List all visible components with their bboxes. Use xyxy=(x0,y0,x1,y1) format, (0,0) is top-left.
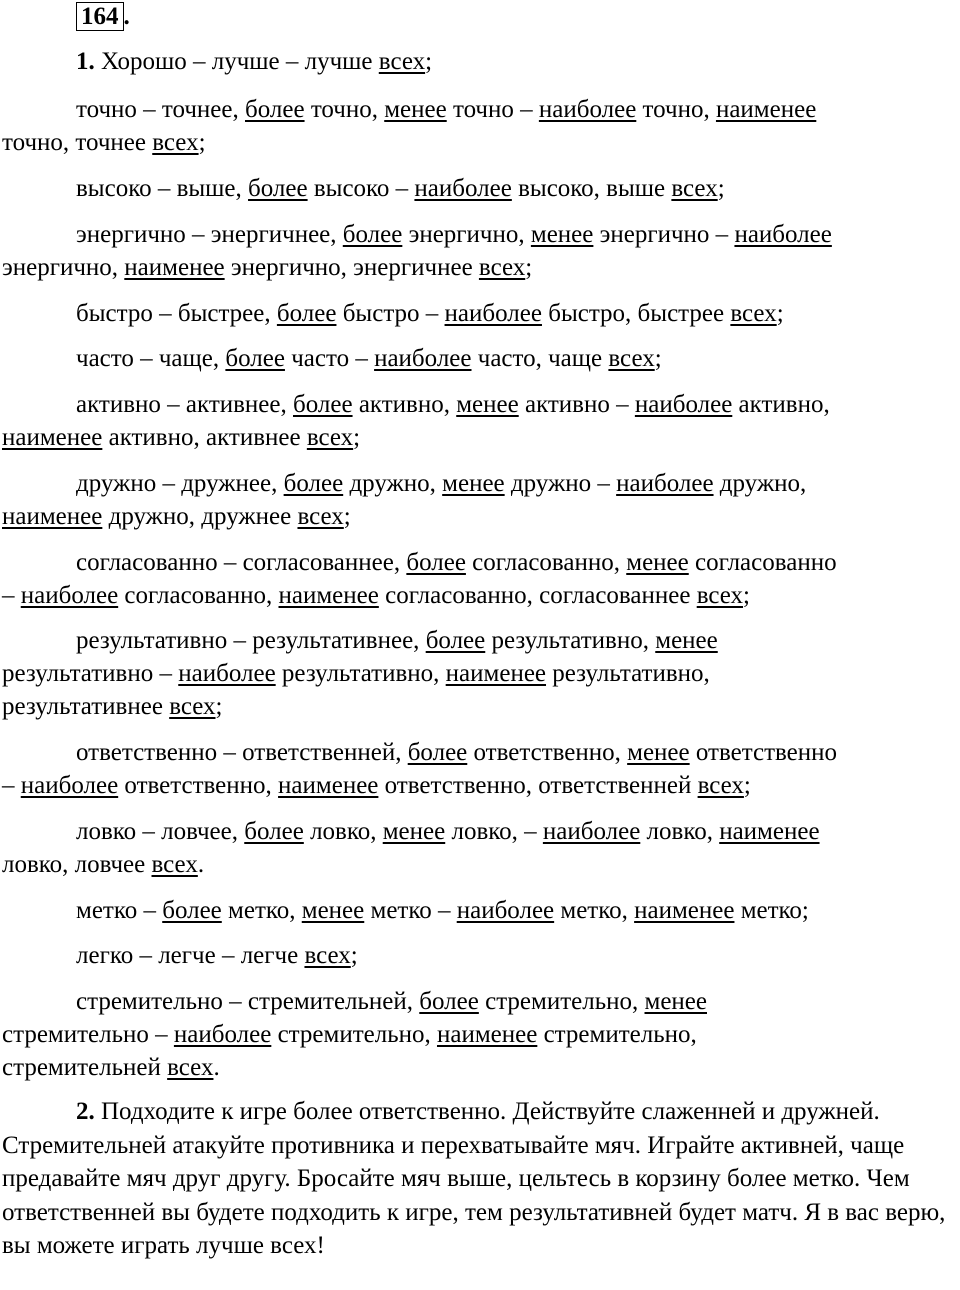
text-segment: согласованно, xyxy=(118,582,279,609)
text-segment: ; xyxy=(743,582,750,609)
text-line xyxy=(2,253,532,283)
text-line xyxy=(76,220,832,250)
text-line xyxy=(76,95,816,125)
underlined-word: наименее xyxy=(2,503,103,530)
text-segment: стремительней xyxy=(2,1054,168,1081)
text-segment: ; xyxy=(743,772,751,799)
text-line xyxy=(2,1053,220,1083)
text-segment: . xyxy=(197,851,205,878)
text-segment: результативно, xyxy=(546,660,710,687)
underlined-word: наиболее xyxy=(634,391,733,418)
text-segment: ответственно, xyxy=(467,739,628,766)
text-line xyxy=(76,896,809,926)
underlined-word: менее xyxy=(301,897,365,924)
underlined-word: наименее xyxy=(124,254,225,281)
underlined-word: менее xyxy=(644,988,707,1015)
underlined-word: наименее xyxy=(2,424,103,451)
text-segment: согласованно, xyxy=(465,549,627,576)
underlined-word: наиболее xyxy=(173,1021,272,1048)
underlined-word: наименее xyxy=(715,96,817,123)
part1-label: 1. xyxy=(76,48,95,75)
text-line xyxy=(76,817,820,847)
text-segment: часто – xyxy=(284,345,375,372)
text-segment: метко, xyxy=(221,897,302,924)
underlined-word: наименее xyxy=(634,897,735,924)
underlined-word: более xyxy=(225,345,285,372)
text-segment: согласованно, согласованнее xyxy=(378,582,697,609)
text-segment: дружно, дружнее xyxy=(102,503,298,530)
text-line xyxy=(76,469,806,499)
text-segment: результативно, xyxy=(275,660,446,687)
text-line xyxy=(76,941,358,971)
text-segment: ответственно, ответственней xyxy=(378,772,698,799)
text-segment: результативно – результативнее, xyxy=(76,627,426,654)
text-segment: Хорошо – лучше – лучше xyxy=(101,48,379,75)
text-segment: ; xyxy=(350,942,358,969)
text-segment: энергично – xyxy=(593,221,735,248)
underlined-word: всех xyxy=(152,129,199,156)
text-segment: высоко – xyxy=(307,175,415,202)
text-segment: быстро, быстрее xyxy=(541,300,731,327)
underlined-word: наименее xyxy=(278,582,379,609)
text-segment: ловко, xyxy=(303,818,383,845)
text-segment: ; xyxy=(198,129,206,156)
text-segment: активно – xyxy=(518,391,635,418)
text-segment: энергично, xyxy=(402,221,531,248)
text-line xyxy=(2,423,360,453)
text-segment: точно – точнее, xyxy=(76,96,245,123)
underlined-word: наиболее xyxy=(374,345,472,372)
text-line xyxy=(2,692,222,722)
text-segment: ловко, ловчее xyxy=(2,851,152,878)
text-segment: стремительно, xyxy=(271,1021,437,1048)
part2-text: Подходите к игре более ответственно. Действуйте слаженней и дружней. Стремительней атакуйте противника и перехватывайте мяч. Играйте активней, чаще предавайте мяч друг другу. Бросайте мяч выше, цельтесь в корзину более метко. Чем ответственней вы будете подходить к игре, тем результативней будет матч. Я в вас верю, вы можете играть лучше всех! xyxy=(2,1098,946,1260)
text-segment: часто, чаще xyxy=(471,345,609,372)
text-segment: результативно – xyxy=(2,660,179,687)
underlined-word: более xyxy=(248,175,308,202)
text-line xyxy=(2,1020,697,1050)
underlined-word: наиболее xyxy=(542,818,641,845)
text-line xyxy=(2,771,751,801)
underlined-word: наиболее xyxy=(414,175,512,202)
underlined-word: всех xyxy=(730,300,777,327)
underlined-word: наименее xyxy=(719,818,820,845)
text-segment: ответственно – ответственней, xyxy=(76,739,408,766)
underlined-word: наиболее xyxy=(20,582,119,609)
text-segment: энергично, xyxy=(2,254,125,281)
text-line xyxy=(2,502,351,532)
text-segment: легко – легче – легче xyxy=(76,942,305,969)
underlined-word: всех xyxy=(167,1054,214,1081)
text-segment: точно, xyxy=(636,96,716,123)
text-segment: ; xyxy=(353,424,361,451)
text-line xyxy=(2,581,750,611)
underlined-word: менее xyxy=(627,739,690,766)
text-line xyxy=(76,174,725,204)
underlined-word: всех xyxy=(297,503,344,530)
underlined-word: наиболее xyxy=(444,300,542,327)
text-segment: активно, xyxy=(352,391,457,418)
underlined-word: всех xyxy=(151,851,198,878)
text-line xyxy=(76,47,432,77)
text-segment: метко – xyxy=(364,897,457,924)
text-segment: ; xyxy=(776,300,784,327)
underlined-word: наиболее xyxy=(538,96,637,123)
part2-paragraph xyxy=(2,1095,950,1263)
text-segment: ловко, xyxy=(640,818,720,845)
text-line xyxy=(2,128,206,158)
text-segment: метко; xyxy=(734,897,809,924)
exercise-number: 164 . xyxy=(76,2,130,32)
text-segment: стремительно, xyxy=(537,1021,697,1048)
underlined-word: всех xyxy=(378,48,426,75)
text-segment: энергично, энергичнее xyxy=(224,254,479,281)
text-segment: энергично – энергичнее, xyxy=(76,221,343,248)
underlined-word: наиболее xyxy=(616,470,714,497)
text-segment: . xyxy=(213,1054,220,1081)
underlined-word: менее xyxy=(456,391,519,418)
underlined-word: менее xyxy=(384,96,447,123)
underlined-word: более xyxy=(293,391,353,418)
text-segment: дружно, xyxy=(343,470,443,497)
underlined-word: более xyxy=(283,470,344,497)
text-segment: ответственно xyxy=(689,739,838,766)
text-segment: часто – чаще, xyxy=(76,345,226,372)
underlined-word: всех xyxy=(169,693,216,720)
text-segment: ловко – ловчее, xyxy=(76,818,245,845)
text-segment: активно – активнее, xyxy=(76,391,293,418)
text-segment: – xyxy=(2,772,21,799)
text-segment: стремительно – xyxy=(2,1021,174,1048)
underlined-word: более xyxy=(276,300,337,327)
text-segment: высоко, выше xyxy=(511,175,672,202)
underlined-word: наиболее xyxy=(734,221,832,248)
underlined-word: всех xyxy=(304,942,351,969)
underlined-word: всех xyxy=(306,424,354,451)
text-segment: точно, xyxy=(304,96,385,123)
text-segment: дружно – дружнее, xyxy=(76,470,284,497)
underlined-word: наиболее xyxy=(178,660,276,687)
text-line xyxy=(76,390,830,420)
underlined-word: всех xyxy=(478,254,526,281)
text-line xyxy=(76,299,784,329)
underlined-word: более xyxy=(342,221,403,248)
text-segment: результативно, xyxy=(485,627,656,654)
underlined-word: менее xyxy=(626,549,689,576)
text-segment: ; xyxy=(343,503,351,530)
text-segment: согласованно – согласованнее, xyxy=(76,549,407,576)
text-segment: результативнее xyxy=(2,693,170,720)
text-segment: – xyxy=(2,582,21,609)
underlined-word: более xyxy=(407,739,468,766)
underlined-word: наиболее xyxy=(456,897,555,924)
text-line xyxy=(2,850,204,880)
underlined-word: менее xyxy=(382,818,446,845)
underlined-word: более xyxy=(406,549,466,576)
underlined-word: наиболее xyxy=(20,772,119,799)
text-segment: ; xyxy=(525,254,533,281)
text-segment: ; xyxy=(215,693,223,720)
text-segment: ; xyxy=(425,48,433,75)
text-line xyxy=(76,548,837,578)
text-line xyxy=(2,659,710,689)
text-line xyxy=(76,626,718,656)
text-segment: ; xyxy=(654,345,662,372)
underlined-word: наименее xyxy=(278,772,379,799)
part2-label: 2. xyxy=(76,1098,95,1125)
underlined-word: менее xyxy=(655,627,718,654)
text-segment: ловко, – xyxy=(445,818,543,845)
text-segment: дружно – xyxy=(504,470,617,497)
text-segment: метко, xyxy=(554,897,635,924)
text-segment: активно, xyxy=(732,391,830,418)
text-segment: согласованно xyxy=(688,549,837,576)
text-segment: стремительно, xyxy=(478,988,645,1015)
text-segment: метко – xyxy=(76,897,163,924)
text-segment: стремительно – стремительней, xyxy=(76,988,420,1015)
underlined-word: более xyxy=(419,988,479,1015)
text-line xyxy=(76,987,707,1017)
text-segment: активно, активнее xyxy=(102,424,307,451)
underlined-word: менее xyxy=(530,221,594,248)
text-segment: точно, точнее xyxy=(2,129,153,156)
underlined-word: более xyxy=(425,627,486,654)
text-segment: ; xyxy=(717,175,725,202)
underlined-word: более xyxy=(244,818,304,845)
underlined-word: всех xyxy=(671,175,718,202)
text-line xyxy=(76,344,662,374)
underlined-word: более xyxy=(162,897,222,924)
underlined-word: наименее xyxy=(445,660,547,687)
underlined-word: менее xyxy=(442,470,505,497)
text-segment: точно – xyxy=(446,96,539,123)
underlined-word: всех xyxy=(696,582,744,609)
exercise-number-box: 164 xyxy=(76,2,124,31)
underlined-word: наименее xyxy=(436,1021,538,1048)
text-segment: дружно, xyxy=(713,470,807,497)
text-segment: высоко – выше, xyxy=(76,175,249,202)
text-line xyxy=(76,738,837,768)
text-segment: быстро – быстрее, xyxy=(76,300,277,327)
text-segment: быстро – xyxy=(336,300,445,327)
text-segment: ответственно, xyxy=(118,772,279,799)
underlined-word: всех xyxy=(697,772,744,799)
underlined-word: более xyxy=(245,96,305,123)
underlined-word: всех xyxy=(608,345,655,372)
